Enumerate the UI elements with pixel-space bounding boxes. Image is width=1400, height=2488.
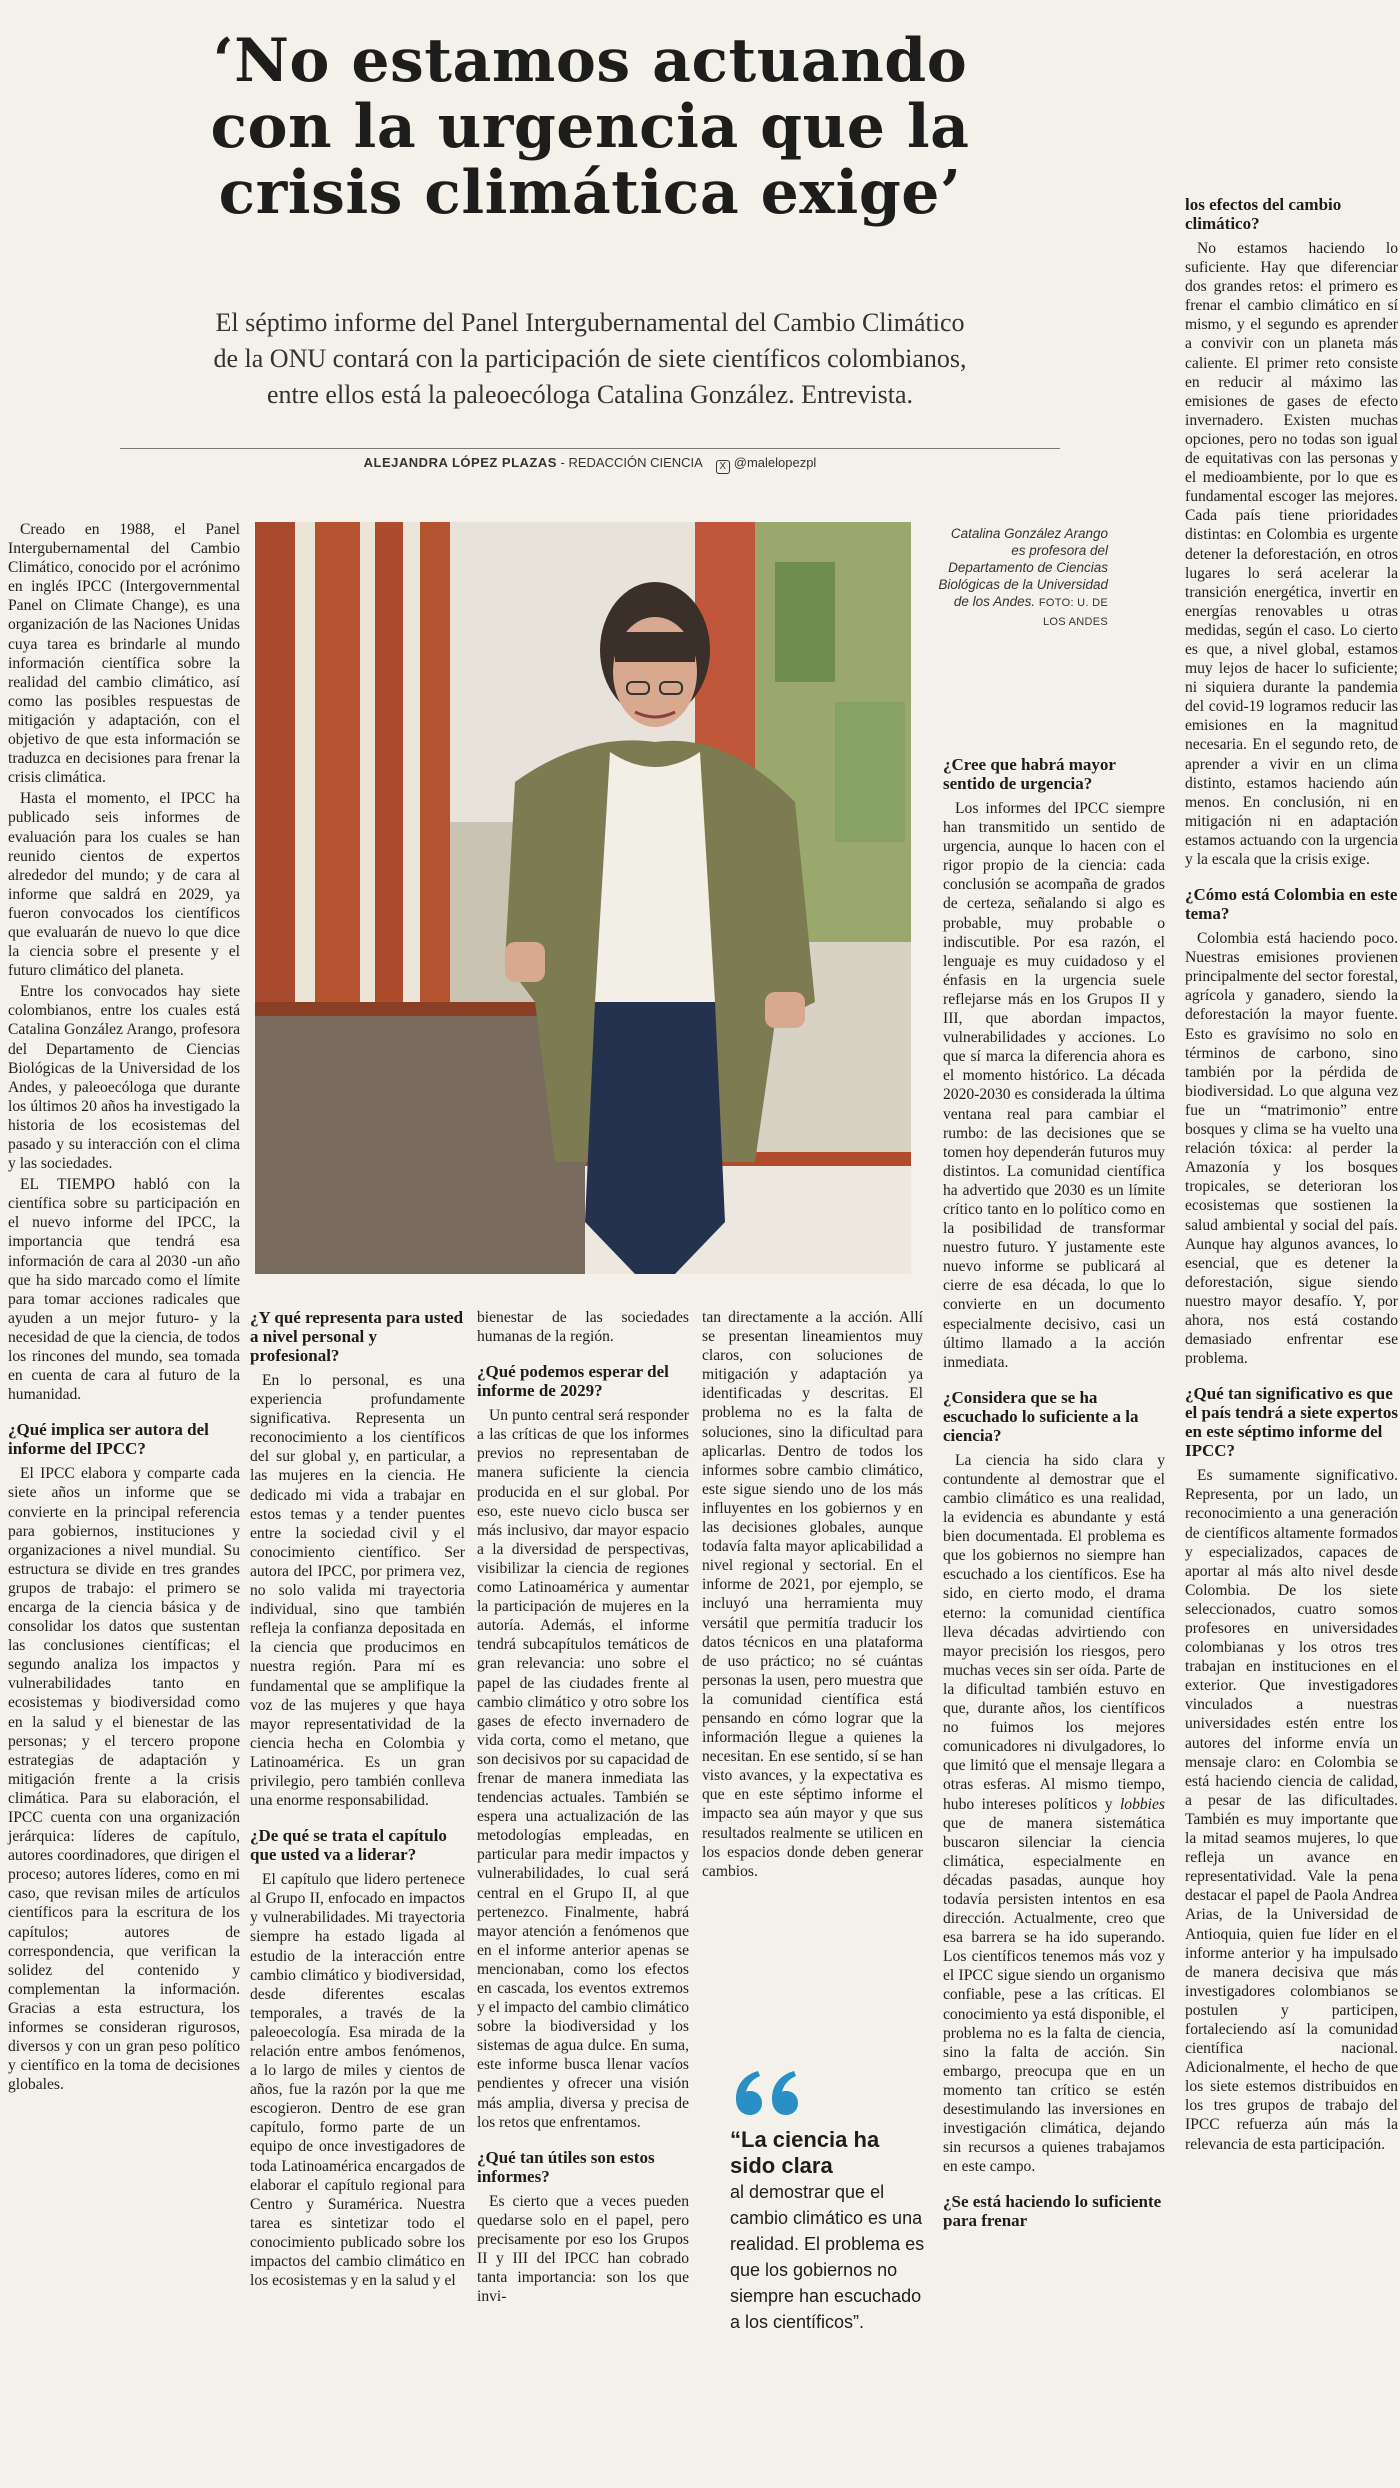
interview-question: los efectos del cambio climático? bbox=[1185, 195, 1342, 233]
interview-question: ¿Qué implica ser autora del informe del IPCC? bbox=[8, 1420, 209, 1459]
byline bbox=[120, 455, 1060, 474]
paragraph: tan directamente a la acción. Allí se presentan lineamientos muy claros, con soluciones de mitigación y adaptación ya identificadas y descritas. El problema no es la falta de soluciones, sino la dificultad para aplicarlas. Dentro de todos los informes sobre cambio climático, este sigue siendo uno de los más influyentes en los gobiernos y en las decisiones globales, aunque todavía falta mayor aplicabilidad a nivel regional y sectorial. En el informe de 2021, por ejemplo, se incluyó una herramienta muy versátil que permitía traducir los datos técnicos en una plataforma de uso práctico; no sé cuántas personas la usen, pero muestra que la comunidad científica está pensando en cómo lograr que la información llegue a quienes la necesitan. En ese sentido, sí se han visto avances, y la expectativa es que en este séptimo informe el impacto sea aún mayor y que sus resultados realmente se utilicen en los espacios donde deben generar cambios. bbox=[702, 1309, 923, 1880]
author-name: ALEJANDRA LÓPEZ PLAZAS bbox=[363, 455, 557, 470]
interview-answer: El IPCC elabora y comparte cada siete años un informe que se convierte en la principal referencia para gobiernos, instituciones y organizaciones a nivel mundial. Su estructura se divide en tres grandes grupos de trabajo: el primero se encarga de la ciencia básica y de consolidar los datos que sustentan las conclusiones científicas; el segundo analiza los impactos y vulnerabilidades tanto en ecosistemas y biodiversidad como en la salud y el bienestar de las personas; y el tercero propone estrategias de adaptación y mitigación frente a la crisis climática. Para su elaboración, el IPCC cuenta con una organización jerárquica: líderes de capítulo, autores coordinadores, que dirigen el proceso; autores líderes, como en mi caso, que revisan miles de artículos científicos para la escritura de los capítulos; autores de correspondencia, que verifican la solidez del contenido y complementan la información. Gracias a esta estructura, los informes se consideran rigurosos, diversos y con un gran peso político y científico en la toma de decisiones globales. bbox=[8, 1465, 240, 2094]
interview-question: ¿De qué se trata el capítulo que usted va a liderar? bbox=[250, 1826, 447, 1865]
pull-quote bbox=[730, 2065, 925, 2335]
lead-line: entre ellos está la paleoecóloga Catalina González. Entrevista. bbox=[266, 380, 914, 409]
portrait-illustration bbox=[255, 522, 911, 1274]
interview-answer: Un punto central será responder a las críticas de que los informes previos no representaban de manera suficiente la ciencia producida en el sur global. Por eso, este nuevo ciclo busca ser más inclusivo, dar mayor espacio a la diversidad de perspectivas, visibilizar la ciencia de regiones como Latinoamérica y aumentar la participación de mujeres en la autoría. Además, el informe tendrá subcapítulos temáticos de gran relevancia: uno sobre el papel de las ciudades frente al cambio climático y otro sobre los gases de efecto invernadero de vida corta, como el metano, que son decisivos por su capacidad de frenar de manera inmediata las tendencias actuales. También se espera una actualización de las metodologías empleadas, en particular para medir impactos y vulnerabilidades, lo cual será central en el Grupo II, al que pertenezco. Finalmente, habrá mayor atención a fenómenos que en el informe anterior apenas se mencionaban, como los efectos en cascada, los eventos extremos y el impacto del cambio climático sobre la biodiversidad y los sistemas de agua dulce. En suma, este informe busca llenar vacíos pendientes y ofrecer una visión más amplia, diversa y precisa de los retos que enfrentamos. bbox=[477, 1407, 689, 2131]
photo-caption bbox=[933, 525, 1108, 631]
interview-question: ¿Considera que se ha escuchado lo suficiente a la ciencia? bbox=[943, 1387, 1139, 1445]
paragraph: EL TIEMPO habló con la científica sobre su participación en el nuevo informe del IPCC, la importancia que tendrá esa información de cara al 2030 -un año que ha sido marcado como el límite para tomar acciones radicales que ayuden a un mejor futuro- y la necesidad de que la ciencia, de todos los rincones del mundo, sea tomada en cuenta de cara al futuro de la humanidad. bbox=[8, 1176, 240, 1404]
paragraph: Entre los convocados hay siete colombianos, entre los cuales está Catalina González Arango, profesora del Departamento de Ciencias Biológicas de la Universidad de los Andes, y paleoecóloga que durante los últimos 20 años ha investigado la historia de los ecosistemas del pasado y su interacción con el clima y las sociedades. bbox=[8, 983, 240, 1173]
portrait-photo bbox=[255, 522, 911, 1274]
lead-line: El séptimo informe del Panel Intergubernamental del Cambio Climático bbox=[215, 308, 965, 337]
paragraph: bienestar de las sociedades humanas de la región. bbox=[477, 1309, 689, 1346]
interview-question: ¿Cómo está Colombia en este tema? bbox=[1185, 885, 1398, 924]
pull-quote-lead: “La ciencia ha sido clara bbox=[730, 2127, 880, 2178]
interview-question: ¿Y qué representa para usted a nivel personal y profesional? bbox=[250, 1308, 464, 1365]
article-column-1 bbox=[8, 520, 240, 2096]
byline-divider bbox=[120, 448, 1060, 449]
paragraph: Hasta el momento, el IPCC ha publicado seis informes de evaluación para los cuales se han reunido cientos de expertos alrededor del mundo; y de cara al informe que saldrá en 2029, ya fueron convocados los científicos que evaluarán de nuevo lo que dice la ciencia sobre el presente y el futuro climático del planeta. bbox=[8, 790, 240, 980]
interview-answer: Colombia está haciendo poco. Nuestras emisiones provienen principalmente del sector forestal, agrícola y ganadero, siendo la deforestación la mayor fuente. Esto es gravísimo no solo en términos de carbono, sino también por la pérdida de biodiversidad. Lo que alguna vez fue un “matrimonio” entre bosques y clima se ha vuelto una relación tóxica: al perder la Amazonía y los bosques tropicales, se deterioran los ecosistemas que sostienen la salud ambiental y social del país. Aunque hay algunos avances, lo esencial, que es detener la deforestación, sigue siendo nuestro mayor desafío. Y, por ahora, nos está costando demasiado enfrentar ese problema. bbox=[1185, 930, 1398, 1368]
interview-question: ¿Qué tan útiles son estos informes? bbox=[477, 2147, 655, 2186]
interview-answer bbox=[943, 1451, 1165, 2177]
interview-answer: Es sumamente significativo. Representa, por un lado, un reconocimiento a una generación de científicos altamente formados y especializados, capaces de aportar al más alto nivel desde Colombia. De los siete seleccionados, cuatro somos profesores en universidades colombianas y los otros tres trabajan en instituciones en el exterior. Que investigadores vinculados a nuestras universidades estén entre los autores del informe envía un mensaje claro: en Colombia se está haciendo ciencia de calidad, a pesar de las dificultades. También es muy importante que la mitad seamos mujeres, lo que refleja un avance en representatividad. Vale la pena destacar el papel de Paola Andrea Arias, de la Universidad de Antioquia, quien fue líder en el informe anterior y ha impulsado de manera decisiva que más investigadores colombianos se postulen y participen, fortaleciendo así la comunidad científica nacional. Adicionalmente, el hecho de que los siete estemos distribuidos en los tres grupos de trabajo del IPCC refuerza aún más la relevancia de esta participación. bbox=[1185, 1467, 1398, 2153]
pull-quote-text: al demostrar que el cambio climático es una realidad. El problema es que los gobiernos no siempre han escuchado a los científicos”. bbox=[730, 2182, 925, 2332]
interview-question: ¿Se está haciendo lo suficiente para frenar bbox=[943, 2192, 1162, 2231]
article-column-3 bbox=[477, 1308, 689, 2308]
headline bbox=[110, 28, 1070, 226]
photo-credit: FOTO: U. DE LOS ANDES bbox=[1038, 597, 1108, 628]
caption-text: Catalina González Arango es profesora del Departamento de Ciencias Biológicas de la Universidad de los Andes. bbox=[938, 526, 1108, 609]
answer-part: La ciencia ha sido clara y contundente al demostrar que el cambio climático es una realidad, la evidencia es abundante y está bien documentada. El problema es que los gobiernos no siempre han escuchado a los científicos. Ese ha sido, en cierto modo, el drama eterno: la comunidad científica lleva décadas advirtiendo con mayor precisión los riesgos, pero muchas veces sin ser oída. Parte de la dificultad también estuvo en que, durante años, los científicos no fuimos los mejores comunicadores ni divulgadores, lo que limitó que el mensaje llegara a otras esferas. Al mismo tiempo, hubo intereses políticos y bbox=[943, 1451, 1165, 1813]
paragraph: Creado en 1988, el Panel Intergubernamental del Cambio Climático, conocido por el acrónimo en inglés IPCC (Intergovernmental Panel on Climate Change), es una organización de las Naciones Unidas cuya tarea es brindarle al mundo información científica sobre la realidad del cambio climático, así como las posibles respuestas de mitigación y adaptación, con el objetivo de que esta información se traduzca en decisiones para frenar la crisis climática. bbox=[8, 521, 240, 787]
section-name: - REDACCIÓN CIENCIA bbox=[560, 455, 703, 470]
x-logo-icon: X bbox=[716, 460, 730, 474]
author-handle[interactable]: @malelopezpl bbox=[733, 455, 817, 470]
article-column-4 bbox=[702, 1308, 923, 1883]
interview-answer: En lo personal, es una experiencia profundamente significativa. Representa un reconocimiento a los científicos del sur global y, en particular, a las mujeres en la ciencia. He dedicado mi vida a trabajar en estos temas y a tender puentes entre la sociedad civil y el conocimiento científico. Ser autora del IPCC, por primera vez, no solo valida mi trayectoria individual, sino que también refleja la confianza depositada en la ciencia que producimos en nuestra región. Para mí es fundamental que se amplifique la voz de las mujeres y que haya mayor representatividad de la ciencia hecha en Colombia y Latinoamérica. Es un gran privilegio, pero también conlleva una enorme responsabilidad. bbox=[250, 1372, 465, 1810]
headline-line: ‘No estamos actuando bbox=[212, 26, 968, 96]
lead-line: de la ONU contará con la participación de siete científicos colombianos, bbox=[213, 344, 967, 373]
answer-part: que de manera sistemática buscaron silenciar la ciencia climática, especialmente en décadas pasadas, aunque hoy todavía persisten intentos en esa dirección. Actualmente, creo que esa barrera se ha ido superando. Los científicos tenemos más voz y el IPCC sigue siendo un organismo confiable, pese a las críticas. El conocimiento ya está disponible, el problema no es la falta de ciencia, sino la falta de acción. Sin embargo, preocupa que en un momento tan crítico se estén desestimulando las inversiones en investigación climática, dejando sin recursos a quienes trabajamos en este campo. bbox=[943, 1814, 1165, 2176]
answer-emphasis: lobbies bbox=[1119, 1795, 1165, 1813]
interview-answer: El capítulo que lidero pertenece al Grupo II, enfocado en impactos y vulnerabilidades. Mi trayectoria siempre ha estado ligada al estudio de la interacción entre cambio climático y biodiversidad, desde diferentes escalas temporales, a través de la paleoecología. Esa mirada de la relación entre ambos fenómenos, a lo largo de miles y cientos de años, fue la razón por la que me escogieron. Dentro de ese gran capítulo, formo parte de un equipo de once investigadores de toda Latinoamérica encargados de elaborar el capítulo regional para Centro y Suramérica. Nuestra tarea es sintetizar todo el conocimiento publicado sobre los impactos del cambio climático en los ecosistemas y en la salud y el bbox=[250, 1871, 465, 2290]
headline-line: con la urgencia que la bbox=[210, 92, 970, 162]
lead-paragraph bbox=[110, 305, 1070, 413]
interview-question: ¿Qué tan significativo es que el país tendrá a siete expertos en este séptimo informe del IPCC? bbox=[1185, 1384, 1398, 1461]
article-column-2 bbox=[250, 1308, 465, 2292]
interview-answer: No estamos haciendo lo suficiente. Hay que diferenciar dos grandes retos: el primero es frenar el cambio climático en sí mismo, y el segundo es aprender a convivir con un planeta más caliente. El primer reto consiste en reducir al máximo las emisiones de gases de efecto invernadero. Existen muchas opciones, pero no todas son igual de equitativas con las personas y el medioambiente, por lo que es fundamental escoger las mejores. Cada país tiene prioridades distintas: en Colombia es urgente detener la deforestación, en otros lugares lo será acelerar la transición energética, invertir en energías renovables u otras medidas, según el caso. Lo cierto es que, a nivel global, estamos muy lejos de hacer lo suficiente; ni siquiera durante la pandemia del covid-19 logramos reducir las emisiones en la magnitud necesaria. En el segundo reto, de aprender a vivir en un clima distinto, estamos haciendo aún menos. En conclusión, ni en mitigación ni en adaptación estamos actuando con la urgencia y la escala que la crisis exige. bbox=[1185, 240, 1398, 868]
interview-question: ¿Cree que habrá mayor sentido de urgencia? bbox=[943, 755, 1116, 793]
interview-question: ¿Qué podemos esperar del informe de 2029? bbox=[477, 1362, 669, 1401]
article-column-5 bbox=[943, 755, 1165, 2236]
interview-answer: Es cierto que a veces pueden quedarse solo en el papel, pero precisamente por eso los Grupos II y III del IPCC han cobrado tanta importancia: son los que invi- bbox=[477, 2192, 689, 2306]
article-column-6 bbox=[1185, 195, 1398, 2156]
headline-line: crisis climática exige’ bbox=[218, 158, 962, 228]
quote-mark-icon bbox=[730, 2065, 800, 2117]
interview-answer: Los informes del IPCC siempre han transmitido un sentido de urgencia, aunque lo hacen con el rigor propio de la ciencia: cada conclusión se acompaña de grados de certeza, señalando si algo es probable, muy probable o indiscutible. Por esa razón, el lenguaje es muy cuidadoso y el énfasis en la urgencia suele reflejarse más en los Grupos II y III, que abordan impactos, vulnerabilidades y acciones. Lo que sí marca la diferencia ahora es el momento histórico. La década 2020-2030 es considerada la última ventana real para cambiar el rumbo: de las decisiones que se tomen hoy dependerán futuros muy distintos. La comunidad científica ha advertido que 2030 es un límite crítico tanto en lo político como en la posibilidad de transformar nuestro futuro. Y justamente este nuevo informe se publicará al cierre de esa década, lo que lo convierte en un documento especialmente decisivo, casi un último llamado a la acción inmediata. bbox=[943, 800, 1165, 1371]
